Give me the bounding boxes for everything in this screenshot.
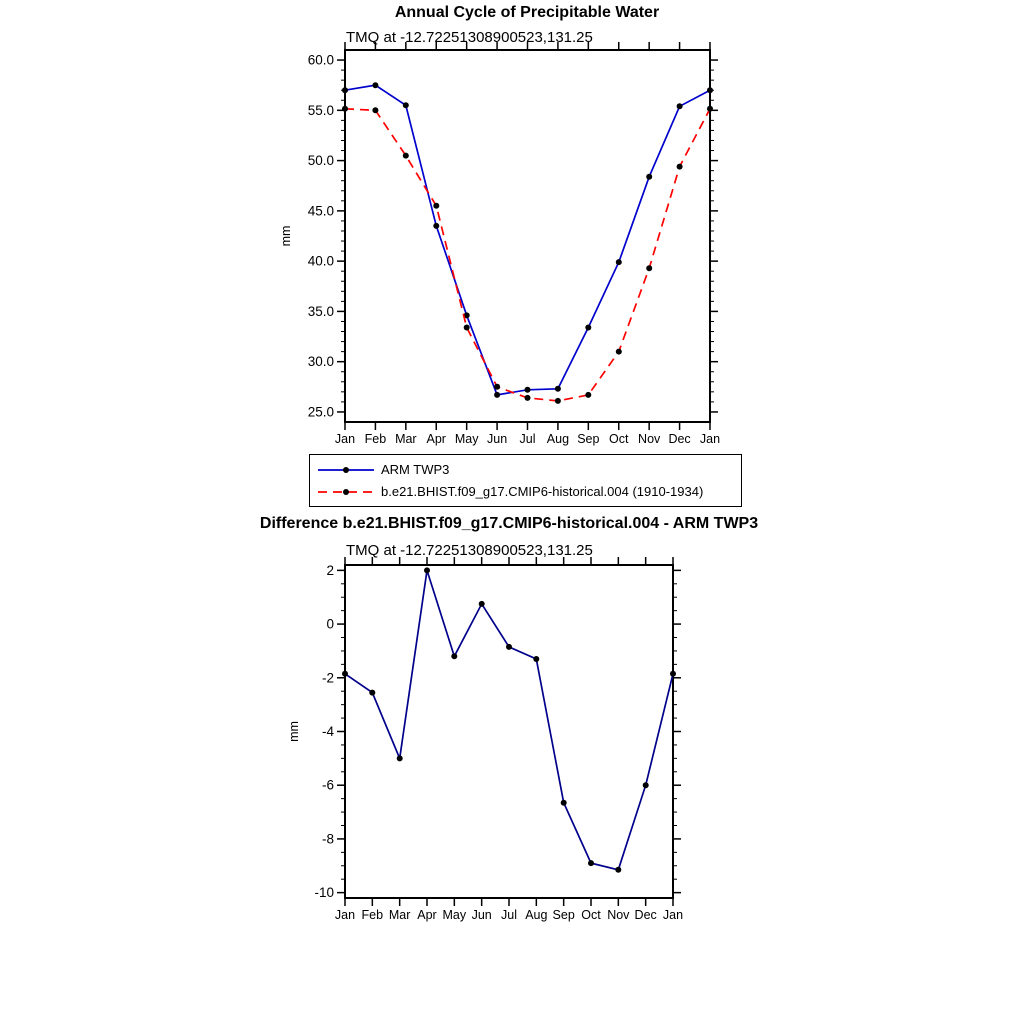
svg-text:Jan: Jan (334, 908, 356, 922)
svg-text:Feb: Feb (361, 908, 384, 922)
legend-line-sample-model (317, 485, 375, 499)
svg-text:Jul: Jul (501, 908, 517, 922)
svg-text:Feb: Feb (364, 432, 387, 446)
svg-text:Jan: Jan (662, 908, 684, 922)
svg-text:Jun: Jun (487, 432, 508, 446)
difference-subtitle: TMQ at -12.72251308900523,131.25 (346, 542, 593, 559)
svg-text:Nov: Nov (607, 908, 630, 922)
svg-text:25.0: 25.0 (307, 404, 334, 420)
svg-text:Jan: Jan (334, 432, 356, 446)
annual-cycle-subtitle: TMQ at -12.72251308900523,131.25 (346, 29, 593, 46)
svg-text:50.0: 50.0 (307, 153, 334, 169)
svg-text:-2: -2 (321, 670, 334, 686)
legend-label-arm-twp3: ARM TWP3 (381, 462, 450, 477)
svg-text:35.0: 35.0 (307, 303, 334, 319)
svg-text:Mar: Mar (388, 908, 411, 922)
svg-text:2: 2 (326, 562, 334, 578)
annual-cycle-title: Annual Cycle of Precipitable Water (394, 4, 660, 21)
legend-item-model (317, 482, 734, 501)
legend-line-sample-arm-twp3 (317, 463, 375, 477)
svg-text:30.0: 30.0 (307, 354, 334, 370)
svg-text:Jan: Jan (699, 432, 721, 446)
svg-text:45.0: 45.0 (307, 203, 334, 219)
svg-text:Oct: Oct (609, 432, 629, 446)
svg-text:mm: mm (287, 721, 301, 742)
svg-text:mm: mm (279, 225, 293, 247)
annual-cycle-plot (270, 45, 740, 450)
svg-text:Dec: Dec (634, 908, 657, 922)
svg-text:-6: -6 (321, 777, 334, 793)
svg-text:Apr: Apr (426, 432, 446, 446)
svg-text:-8: -8 (321, 831, 334, 847)
svg-text:Jul: Jul (519, 432, 536, 446)
svg-text:40.0: 40.0 (307, 253, 334, 269)
svg-text:May: May (442, 908, 467, 922)
svg-text:Aug: Aug (546, 432, 570, 446)
svg-text:Sep: Sep (577, 432, 600, 446)
svg-text:-10: -10 (314, 885, 334, 901)
svg-text:Nov: Nov (638, 432, 661, 446)
legend (309, 454, 742, 507)
difference-title: Difference b.e21.BHIST.f09_g17.CMIP6-historical.004 - ARM TWP3 (259, 515, 759, 532)
difference-plot (270, 560, 700, 922)
svg-text:Aug: Aug (525, 908, 548, 922)
svg-text:55.0: 55.0 (307, 102, 334, 118)
svg-text:60.0: 60.0 (307, 52, 334, 68)
svg-text:Apr: Apr (417, 908, 437, 922)
svg-text:Dec: Dec (668, 432, 691, 446)
svg-text:Mar: Mar (395, 432, 417, 446)
svg-text:May: May (454, 432, 479, 446)
legend-item-arm-twp3 (317, 460, 734, 479)
svg-text:Oct: Oct (581, 908, 601, 922)
svg-text:0: 0 (326, 616, 334, 632)
svg-text:-4: -4 (321, 724, 334, 739)
svg-text:Sep: Sep (552, 908, 575, 922)
svg-text:Jun: Jun (471, 908, 492, 922)
legend-label-model: b.e21.BHIST.f09_g17.CMIP6-historical.004 (1910-1934) (381, 484, 704, 499)
